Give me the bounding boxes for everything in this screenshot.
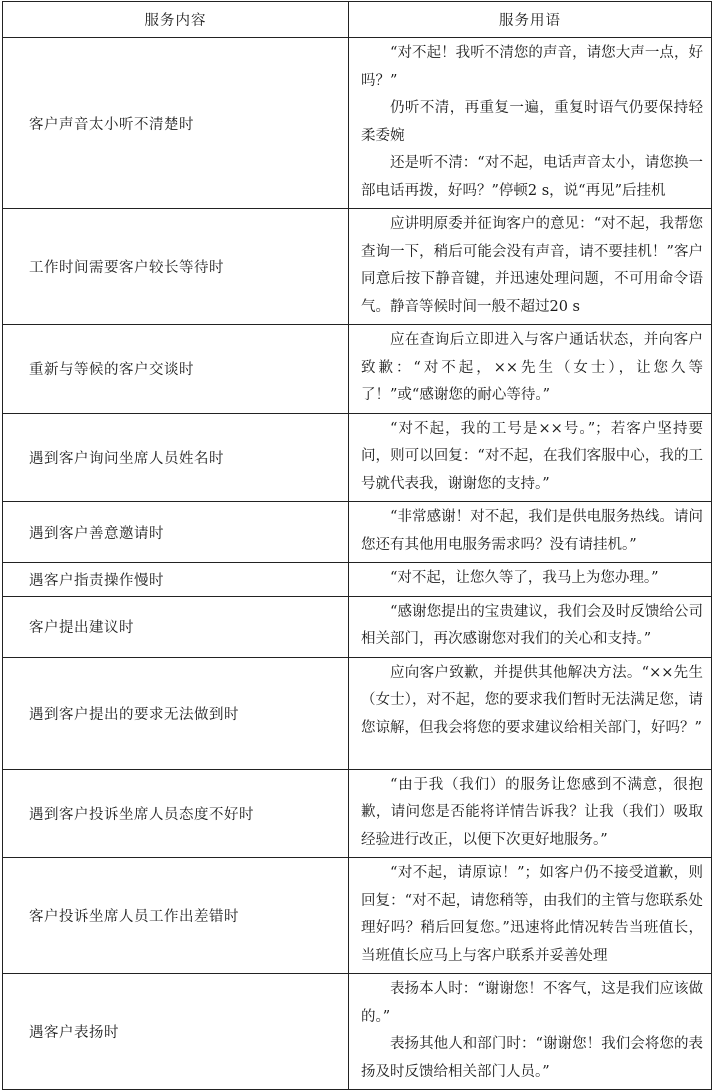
table-row — [3, 38, 712, 209]
service-phrase-cell — [349, 209, 712, 325]
service-content-cell: 工作时间需要客户较长等待时 — [3, 209, 349, 325]
service-phrase-paragraph: “由于我（我们）的服务让您感到不满意，很抱歉，请问您是否能将详情告诉我？让我（我们）吸取经验进行改正，以便下次更好地服务。” — [361, 776, 703, 848]
service-phrase-cell — [349, 413, 712, 502]
table-row — [3, 209, 712, 325]
service-phrase-cell — [349, 563, 712, 597]
service-phrase-paragraph: “非常感谢！对不起，我们是供电服务热线。请问您还有其他用电服务需求吗？没有请挂机。” — [361, 509, 703, 553]
table-row — [3, 413, 712, 502]
service-content-cell: 遇客户指责操作慢时 — [3, 563, 349, 597]
table-row — [3, 657, 712, 769]
service-phrase-paragraph: 应向客户致歉，并提供其他解决方法。“××先生（女士），对不起，您的要求我们暂时无法满足您，请您谅解，但我会将您的要求建议给相关部门，好吗？” — [361, 664, 703, 736]
service-phrase-cell — [349, 325, 712, 414]
service-phrase-cell — [349, 38, 712, 209]
service-phrase-paragraph: “对不起，我的工号是××号。”；若客户坚持要问，则可以回复：“对不起，在我们客服中心，我的工号就代表我，谢谢您的支持。” — [361, 420, 703, 492]
service-content-cell: 遇到客户提出的要求无法做到时 — [3, 657, 349, 769]
table-header-row — [3, 2, 712, 38]
table-row — [3, 974, 712, 1090]
table-row — [3, 325, 712, 414]
service-content-cell: 客户声音太小听不清楚时 — [3, 38, 349, 209]
service-phrase-paragraph: 还是听不清：“对不起，电话声音太小，请您换一部电话再拨，好吗？”停顿2 s，说“再见”后挂机 — [361, 155, 703, 199]
service-phrase-paragraph: 表扬其他人和部门时：“谢谢您！我们会将您的表扬及时反馈给相关部门人员。” — [361, 1036, 703, 1080]
service-phrase-paragraph: 应讲明原委并征询客户的意见：“对不起，我帮您查询一下，稍后可能会没有声音，请不要挂机！”客户同意后按下静音键，并迅速处理问题，不可用命令语气。静音等候时间一般不超过20 s — [361, 216, 703, 315]
service-phrase-paragraph: 仍听不清，再重复一遍，重复时语气仍要保持轻柔委婉 — [361, 100, 703, 144]
service-content-cell: 客户提出建议时 — [3, 596, 349, 657]
service-phrases-table — [2, 1, 712, 1090]
table-row — [3, 596, 712, 657]
service-content-cell: 重新与等候的客户交谈时 — [3, 325, 349, 414]
header-service-phrase: 服务用语 — [349, 2, 712, 38]
service-phrase-paragraph: “对不起，请原谅！”；如客户仍不接受道歉，则回复：“对不起，请您稍等，由我们的主管与您联系处理好吗？稍后回复您。”迅速将此情况转告当班值长，当班值长应马上与客户联系并妥善处理 — [361, 865, 703, 964]
service-content-cell: 遇客户表扬时 — [3, 974, 349, 1090]
service-phrase-cell — [349, 657, 712, 769]
table-row — [3, 769, 712, 858]
service-phrase-paragraph: “对不起！我听不清您的声音，请您大声一点，好吗？” — [361, 45, 703, 89]
service-content-cell: 客户投诉坐席人员工作出差错时 — [3, 858, 349, 974]
table-row — [3, 563, 712, 597]
service-phrase-cell — [349, 858, 712, 974]
service-phrase-paragraph: “对不起，让您久等了，我马上为您办理。” — [390, 570, 659, 586]
header-service-content: 服务内容 — [3, 2, 349, 38]
service-phrase-paragraph: 应在查询后立即进入与客户通话状态，并向客户致歉：“对不起，××先生（女士），让您久等了！”或“感谢您的耐心等待。” — [361, 332, 703, 403]
service-content-cell: 遇到客户投诉坐席人员态度不好时 — [3, 769, 349, 858]
service-phrase-paragraph: 表扬本人时：“谢谢您！不客气，这是我们应该做的。” — [361, 981, 703, 1025]
service-phrase-cell — [349, 769, 712, 858]
table-row — [3, 858, 712, 974]
service-phrase-cell — [349, 974, 712, 1090]
service-content-cell: 遇到客户询问坐席人员姓名时 — [3, 413, 349, 502]
service-phrase-paragraph: “感谢您提出的宝贵建议，我们会及时反馈给公司相关部门，再次感谢您对我们的关心和支持。” — [361, 603, 703, 647]
service-content-cell: 遇到客户善意邀请时 — [3, 502, 349, 563]
table-row — [3, 502, 712, 563]
service-phrase-cell — [349, 596, 712, 657]
service-phrase-cell — [349, 502, 712, 563]
